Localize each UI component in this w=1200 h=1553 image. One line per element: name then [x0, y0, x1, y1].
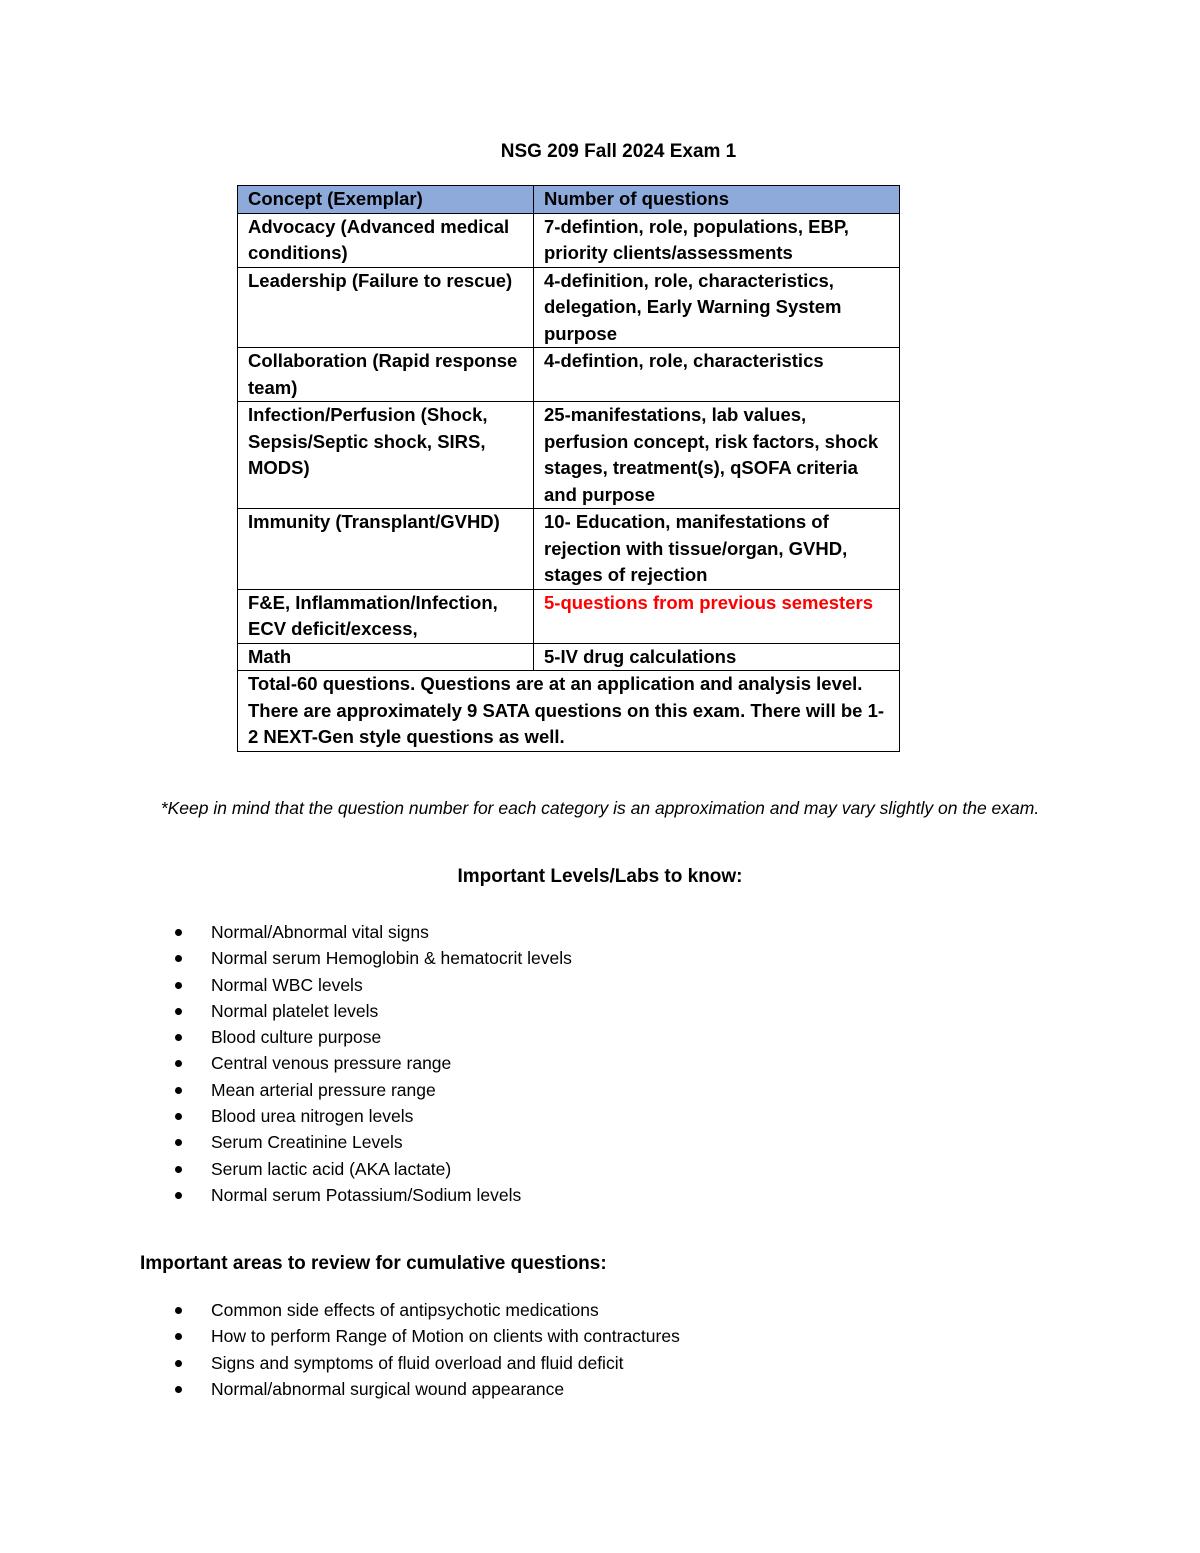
bullet-icon	[175, 1166, 182, 1173]
list-item	[139, 972, 572, 998]
list-item-text: Normal platelet levels	[211, 1000, 379, 1021]
bullet-icon	[175, 1192, 182, 1199]
questions-cell: 4-definition, role, characteristics, delegation, Early Warning System purpose	[534, 267, 900, 348]
list-item	[139, 1050, 572, 1076]
list-item	[139, 1129, 572, 1155]
table-total-row	[238, 671, 900, 752]
bullet-icon	[175, 1386, 182, 1393]
list-item	[139, 1103, 572, 1129]
approximation-note: *Keep in mind that the question number for each category is an approximation and may vary slightly on the exam.	[160, 798, 1040, 818]
list-item	[139, 1077, 572, 1103]
list-item-text: Blood urea nitrogen levels	[211, 1106, 414, 1127]
table-row	[238, 348, 900, 402]
labs-heading: Important Levels/Labs to know:	[457, 866, 743, 887]
concept-cell: Leadership (Failure to rescue)	[238, 267, 534, 348]
table-row	[238, 509, 900, 590]
exam-blueprint-table	[237, 185, 900, 752]
questions-cell: 10- Education, manifestations of rejection with tissue/organ, GVHD, stages of rejection	[534, 509, 900, 590]
list-item-text: Central venous pressure range	[211, 1053, 452, 1074]
list-item	[139, 998, 572, 1024]
questions-cell: 4-defintion, role, characteristics	[534, 348, 900, 402]
table-row	[238, 589, 900, 643]
list-item	[139, 1182, 572, 1208]
cumulative-list	[139, 1297, 680, 1402]
concept-cell: Advocacy (Advanced medical conditions)	[238, 213, 534, 267]
list-item	[139, 1156, 572, 1182]
bullet-icon	[175, 1360, 182, 1367]
cumulative-heading: Important areas to review for cumulative questions:	[140, 1253, 607, 1274]
bullet-icon	[175, 1139, 182, 1146]
list-item	[139, 1323, 680, 1349]
bullet-icon	[175, 929, 182, 936]
questions-cell-highlighted: 5-questions from previous semesters	[534, 589, 900, 643]
questions-cell: 25-manifestations, lab values, perfusion concept, risk factors, shock stages, treatment(s), qSOFA criteria and purpose	[534, 402, 900, 509]
bullet-icon	[175, 955, 182, 962]
list-item-text: Serum lactic acid (AKA lactate)	[211, 1158, 452, 1179]
list-item-text: Normal/abnormal surgical wound appearance	[211, 1378, 565, 1399]
concept-cell: Infection/Perfusion (Shock, Sepsis/Septic shock, SIRS, MODS)	[238, 402, 534, 509]
concept-cell: Immunity (Transplant/GVHD)	[238, 509, 534, 590]
total-cell: Total-60 questions. Questions are at an application and analysis level. There are approximately 9 SATA questions on this exam. There will be 1-2 NEXT-Gen style questions as well.	[238, 671, 900, 752]
bullet-icon	[175, 1307, 182, 1314]
list-item-text: Common side effects of antipsychotic medications	[211, 1300, 599, 1320]
bullet-icon	[175, 1113, 182, 1120]
header-concept: Concept (Exemplar)	[238, 186, 534, 214]
table-row	[238, 402, 900, 509]
list-item	[139, 919, 572, 945]
document-title: NSG 209 Fall 2024 Exam 1	[500, 141, 737, 162]
list-item	[139, 1376, 680, 1402]
list-item-text: Blood culture purpose	[211, 1027, 382, 1048]
bullet-icon	[175, 982, 182, 989]
concept-cell: Collaboration (Rapid response team)	[238, 348, 534, 402]
table-row	[238, 213, 900, 267]
table-row	[238, 643, 900, 671]
bullet-icon	[175, 1333, 182, 1340]
list-item-text: Normal serum Hemoglobin & hematocrit levels	[211, 948, 572, 969]
list-item-text: Serum Creatinine Levels	[211, 1132, 403, 1153]
labs-list	[139, 919, 572, 1208]
questions-cell: 5-IV drug calculations	[534, 643, 900, 671]
bullet-icon	[175, 1008, 182, 1015]
list-item	[139, 1350, 680, 1376]
concept-cell: Math	[238, 643, 534, 671]
header-number-of-questions: Number of questions	[534, 186, 900, 214]
list-item-text: Signs and symptoms of fluid overload and fluid deficit	[211, 1352, 624, 1373]
bullet-icon	[175, 1060, 182, 1067]
list-item-text: Normal/Abnormal vital signs	[211, 922, 429, 942]
list-item	[139, 1297, 680, 1323]
list-item-text: Normal serum Potassium/Sodium levels	[211, 1184, 522, 1205]
list-item	[139, 1024, 572, 1050]
table-header-row	[238, 186, 900, 214]
questions-cell: 7-defintion, role, populations, EBP, priority clients/assessments	[534, 213, 900, 267]
list-item	[139, 945, 572, 971]
list-item-text: How to perform Range of Motion on clients with contractures	[211, 1326, 680, 1347]
concept-cell: F&E, Inflammation/Infection, ECV deficit/excess,	[238, 589, 534, 643]
table-row	[238, 267, 900, 348]
bullet-icon	[175, 1034, 182, 1041]
list-item-text: Normal WBC levels	[211, 974, 363, 995]
bullet-icon	[175, 1087, 182, 1094]
list-item-text: Mean arterial pressure range	[211, 1079, 436, 1100]
